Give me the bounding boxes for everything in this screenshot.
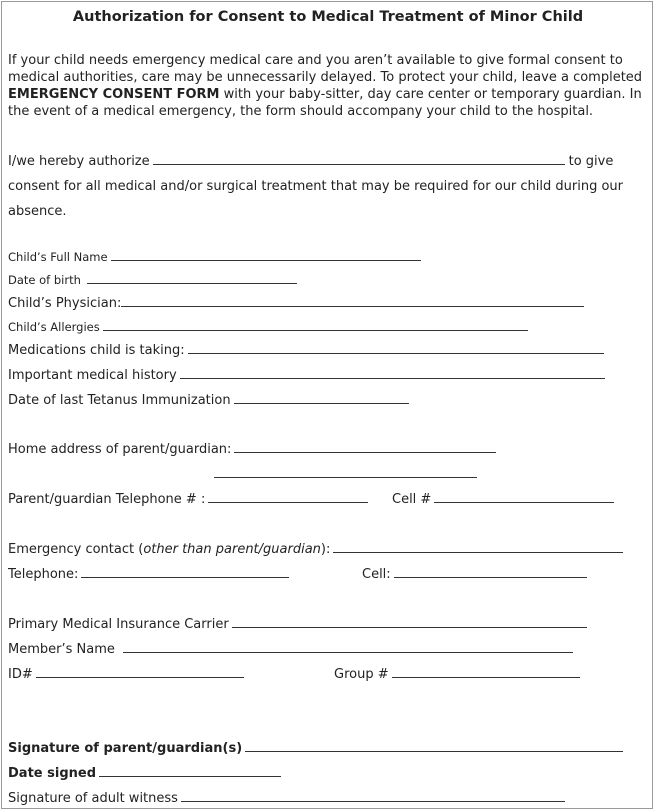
intro-text-1: If your child needs emergency medical care and you aren’t available to give formal consent to medical authorities, care may be unnecessarily delayed. To protect your child, leave a completed [8,53,643,85]
parent-signature-label: Signature of parent/guardian(s) [8,741,243,756]
emergency-phone-row [8,566,289,583]
child-name-field[interactable] [111,249,421,261]
insurance-carrier-field[interactable] [232,616,587,628]
insurance-id-row [8,666,244,683]
physician-label: Child’s Physician: [8,296,122,311]
child-name-label: Child’s Full Name [8,250,108,264]
authorized-person-field[interactable] [153,153,565,165]
authorize-suffix: to give [568,154,614,169]
date-signed-field[interactable] [99,765,281,777]
date-signed-label: Date signed [8,766,96,781]
insurance-carrier-row [8,616,587,633]
insurance-group-field[interactable] [392,666,580,678]
parent-phone-row [8,491,368,508]
emergency-contact-label: Emergency contact ( [8,542,144,557]
witness-signature-label: Signature of adult witness [8,791,178,806]
intro-bold-form-name: EMERGENCY CONSENT FORM [8,87,220,102]
emergency-contact-note: other than parent/guardian [143,542,321,557]
medications-label: Medications child is taking: [8,343,185,358]
witness-signature-field[interactable] [181,790,565,802]
parent-cell-label: Cell # [392,492,432,507]
emergency-phone-field[interactable] [81,566,289,578]
parent-phone-field[interactable] [208,491,368,503]
parent-signature-field[interactable] [245,740,623,752]
tetanus-label: Date of last Tetanus Immunization [8,393,231,408]
insurance-group-row [334,666,580,683]
parent-signature-row [8,740,623,757]
emergency-contact-close: ): [320,542,331,557]
emergency-cell-field[interactable] [394,566,587,578]
parent-cell-field[interactable] [434,491,614,503]
tetanus-row [8,392,409,409]
history-label: Important medical history [8,368,177,383]
parent-cell-row [392,491,614,508]
emergency-cell-row [362,566,587,583]
home-address-label: Home address of parent/guardian: [8,442,232,457]
member-name-row [8,641,573,658]
member-name-label: Member’s Name [8,642,115,657]
dob-row [8,272,297,289]
physician-row [8,295,584,312]
witness-signature-row [8,790,565,807]
authorize-line [8,153,613,170]
date-signed-row [8,765,281,782]
intro-paragraph [8,52,648,120]
authorize-line-2: consent for all medical and/or surgical treatment that may be required for our child during our [8,179,624,194]
intro-text-2: with your baby-sitter, day care center or temporary guardian. In the event of a medical emergency, the form should accompany your child to the hospital. [8,87,642,119]
authorize-line-3: absence. [8,204,67,219]
parent-phone-label: Parent/guardian Telephone # : [8,492,206,507]
emergency-phone-label: Telephone: [8,567,79,582]
insurance-id-field[interactable] [36,666,244,678]
history-field[interactable] [180,367,605,379]
history-row [8,367,605,384]
member-name-field[interactable] [123,641,573,653]
authorize-prefix: I/we hereby authorize [8,154,150,169]
emergency-contact-field[interactable] [333,541,623,553]
home-address-field-line-2[interactable] [214,466,477,478]
home-address-field[interactable] [234,441,496,453]
allergies-label: Child’s Allergies [8,320,100,334]
insurance-carrier-label: Primary Medical Insurance Carrier [8,617,229,632]
insurance-id-label: ID# [8,667,33,682]
child-name-row [8,249,421,266]
dob-field[interactable] [87,272,297,284]
tetanus-field[interactable] [234,392,409,404]
allergies-row [8,319,528,336]
insurance-group-label: Group # [334,667,389,682]
medications-field[interactable] [188,342,604,354]
emergency-cell-label: Cell: [362,567,391,582]
form-title: Authorization for Consent to Medical Treatment of Minor Child [72,9,584,25]
medications-row [8,342,604,359]
dob-label: Date of birth [8,273,81,287]
physician-field[interactable] [121,295,584,307]
home-address-row [8,441,496,458]
emergency-contact-row [8,541,623,558]
allergies-field[interactable] [103,319,528,331]
